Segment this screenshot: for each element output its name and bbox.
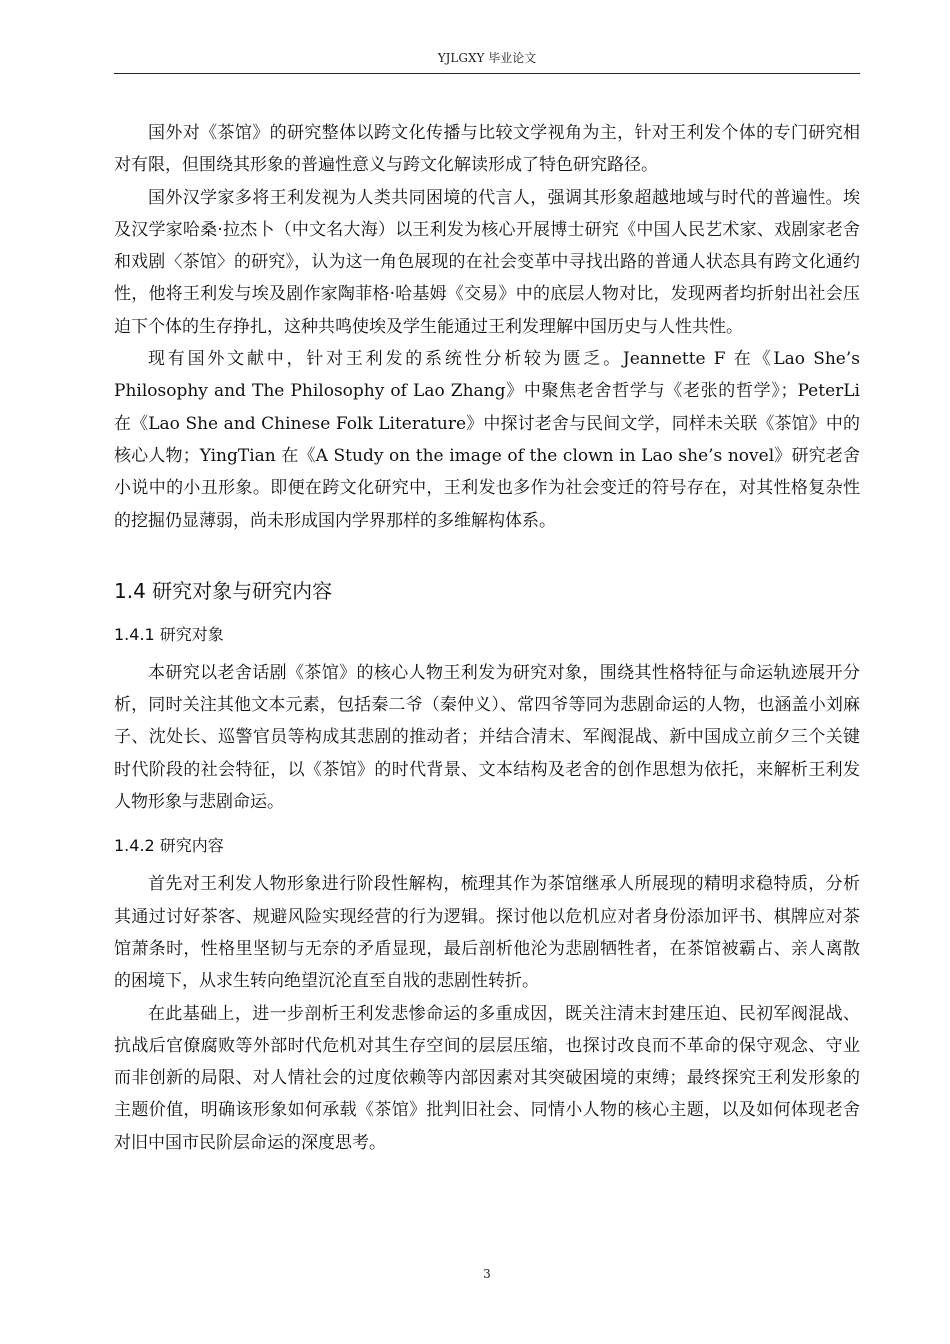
section-heading: 1.4 研究对象与研究内容 bbox=[114, 578, 333, 603]
body-text bbox=[114, 117, 860, 1159]
paragraph: 现有国外文献中，针对王利发的系统性分析较为匮乏。Jeannette F 在《Lao She’s Philosophy and The Philosophy of Lao Zhang》中聚焦老舍哲学与《老张的哲学》；PeterLi 在《Lao She and Chinese Folk Literature》中探讨老舍与民间文学，同样未关联《茶馆》中的核心人物；YingTian 在《A Study on the image of the clown in Lao she’s novel》研究老舍小说中的小丑形象。即便在跨文化研究中，王利发也多作为社会变迁的符号存在，对其性格复杂性的挖掘仍显薄弱，尚未形成国内学界那样的多维解构体系。 bbox=[114, 349, 860, 531]
paragraph: 本研究以老舍话剧《茶馆》的核心人物王利发为研究对象，围绕其性格特征与命运轨迹展开分析，同时关注其他文本元素，包括秦二爷（秦仲义）、常四爷等同为悲剧命运的人物，也涵盖小刘麻子、沈处长、巡警官员等构成其悲剧的推动者；并结合清末、军阀混战、新中国成立前夕三个关键时代阶段的社会特征，以《茶馆》的时代背景、文本结构及老舍的创作思想为依托，来解析王利发人物形象与悲剧命运。 bbox=[114, 662, 860, 813]
running-header: YJLGXY 毕业论文 bbox=[437, 51, 537, 65]
subsection-heading: 1.4.1 研究对象 bbox=[114, 624, 224, 644]
header-rule bbox=[114, 73, 860, 74]
paragraph: 首先对王利发人物形象进行阶段性解构，梳理其作为茶馆继承人所展现的精明求稳特质，分析其通过讨好茶客、规避风险实现经营的行为逻辑。探讨他以危机应对者身份添加评书、棋牌应对茶馆萧条时，性格里坚韧与无奈的矛盾显现，最后剖析他沦为悲剧牺牲者，在茶馆被霸占、亲人离散的困境下，从求生转向绝望沉沦直至自戕的悲剧性转折。 bbox=[114, 874, 860, 992]
paragraph: 国外对《茶馆》的研究整体以跨文化传播与比较文学视角为主，针对王利发个体的专门研究相对有限，但围绕其形象的普遍性意义与跨文化解读形成了特色研究路径。 bbox=[114, 123, 860, 176]
subsection-heading: 1.4.2 研究内容 bbox=[114, 836, 224, 856]
page-number: 3 bbox=[483, 1267, 491, 1281]
paragraph: 国外汉学家多将王利发视为人类共同困境的代言人，强调其形象超越地域与时代的普遍性。埃及汉学家哈桑·拉杰卜（中文名大海）以王利发为核心开展博士研究《中国人民艺术家、戏剧家老舍和戏剧〈茶馆〉的研究》，认为这一角色展现的在社会变革中寻找出路的普通人状态具有跨文化通约性，他将王利发与埃及剧作家陶菲格·哈基姆《交易》中的底层人物对比，发现两者均折射出社会压迫下个体的生存挣扎，这种共鸣使埃及学生能通过王利发理解中国历史与人性共性。 bbox=[114, 187, 860, 337]
paragraph: 在此基础上，进一步剖析王利发悲惨命运的多重成因，既关注清末封建压迫、民初军阀混战、抗战后官僚腐败等外部时代危机对其生存空间的层层压缩，也探讨改良而不革命的保守观念、守业而非创新的局限、对人情社会的过度依赖等内部因素对其突破困境的束缚；最终探究王利发形象的主题价值，明确该形象如何承载《茶馆》批判旧社会、同情小人物的核心主题，以及如何体现老舍对旧中国市民阶层命运的深度思考。 bbox=[114, 1003, 860, 1153]
